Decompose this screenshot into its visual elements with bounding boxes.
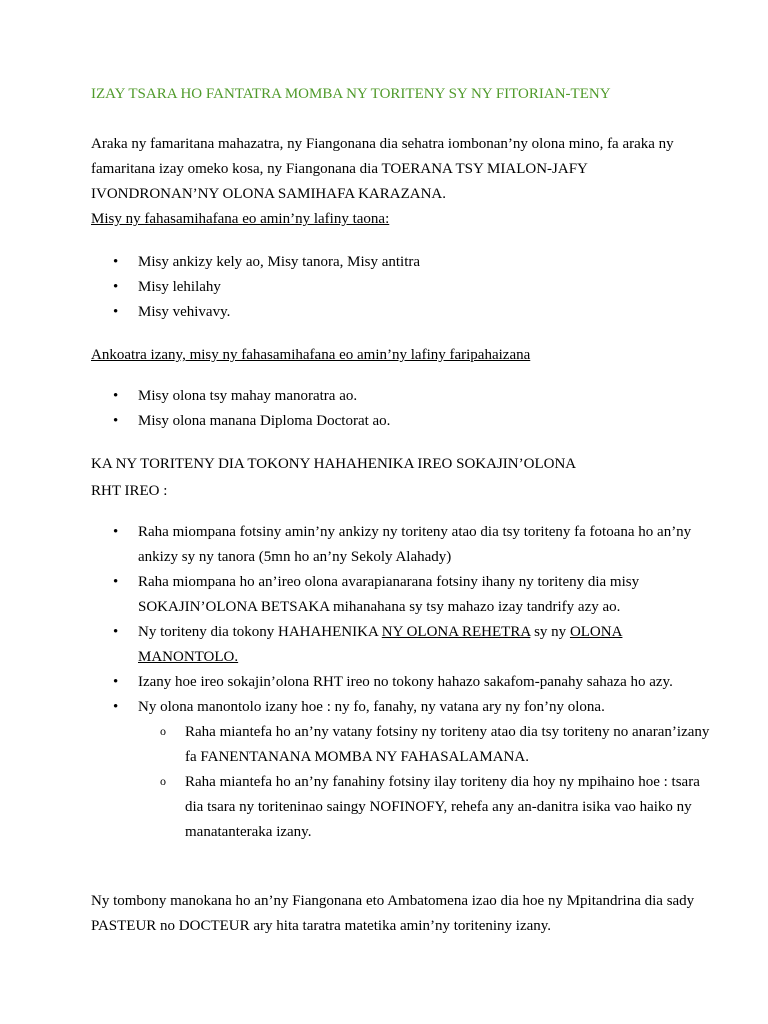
list-item: • Misy vehivavy.: [91, 300, 718, 325]
sub-list-item: o Raha miantefa ho an’ny vatany fotsiny ny toriteny atao dia tsy toriteny no anaran’izany fa FANENTANANA MOMBA NY FAHASALAMANA.: [138, 720, 718, 770]
item3-underlined-1: NY OLONA REHETRA: [381, 624, 531, 640]
item3-underlined-2: OLONA MANONTOLO.: [138, 624, 623, 665]
list-item: • Misy olona manana Diploma Doctorat ao.: [91, 409, 718, 434]
list-item: [91, 695, 718, 845]
list-item: • Misy lehilahy: [91, 275, 718, 300]
list-item: [91, 620, 718, 670]
age-list: [91, 250, 718, 325]
item3-text: Ny toriteny dia tokony HAHAHENIKA: [138, 624, 382, 640]
list-item: • Misy olona tsy mahay manoratra ao.: [91, 384, 718, 409]
sub-list-item: o Raha miantefa ho an’ny fanahiny fotsiny ilay toriteny dia hoy ny mpihaino hoe : tsara dia tsara ny toriteninao saingy NOFINOFY, rehefa any an-danitra isika vao haiko ny manatanteraka izany.: [138, 770, 718, 845]
section-heading-line1: KA NY TORITENY DIA TOKONY HAHAHENIKA IREO SOKAJIN’OLONA: [91, 456, 577, 472]
section-heading-line2: RHT IREO :: [91, 483, 168, 499]
item3-text: sy ny: [530, 624, 570, 640]
intro-paragraph: Araka ny famaritana mahazatra, ny Fiangonana dia sehatra iombonan’ny olona mino, fa araka ny famaritana izay omeko kosa, ny Fiangonana dia TOERANA TSY MIALON-JAFY IVONDRONAN’NY OLONA SAMIHAFA KARAZANA.: [91, 136, 674, 202]
list-item: • Raha miompana fotsiny amin’ny ankizy ny toriteny atao dia tsy toriteny fa fotoana ho an’ny ankizy sy ny tanora (5mn ho an’ny Sekoly Alahady): [91, 520, 718, 570]
document-title: IZAY TSARA HO FANTATRA MOMBA NY TORITENY SY NY FITORIAN-TENY: [91, 86, 611, 102]
education-heading: Ankoatra izany, misy ny fahasamihafana eo amin’ny lafiny faripahaizana: [91, 347, 531, 363]
closing-paragraph: Ny tombony manokana ho an’ny Fiangonana eto Ambatomena izao dia hoe ny Mpitandrina dia sady PASTEUR no DOCTEUR ary hita taratra matetika amin’ny toriteniny izany.: [91, 893, 695, 934]
list-item: • Misy ankizy kely ao, Misy tanora, Misy antitra: [91, 250, 718, 275]
main-list: [91, 520, 718, 845]
item5-text: Ny olona manontolo izany hoe : ny fo, fanahy, ny vatana ary ny fon’ny olona.: [138, 699, 605, 715]
list-item: • Raha miompana ho an’ireo olona avarapianarana fotsiny ihany ny toriteny dia misy SOKAJIN’OLONA BETSAKA mihanahana sy tsy mahazo izay tandrify azy ao.: [91, 570, 718, 620]
age-heading: Misy ny fahasamihafana eo amin’ny lafiny taona:: [91, 211, 390, 227]
sub-list: [138, 720, 718, 845]
list-item: • Izany hoe ireo sokajin’olona RHT ireo no tokony hahazo sakafom-panahy sahaza ho azy.: [91, 670, 718, 695]
education-list: [91, 384, 718, 434]
